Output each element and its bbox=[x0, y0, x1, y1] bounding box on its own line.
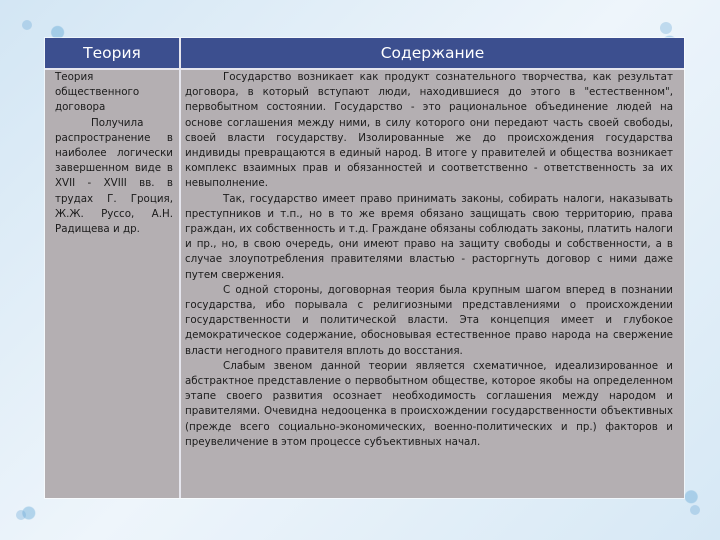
decor-dot bbox=[660, 22, 672, 34]
content-paragraph: Государство возникает как продукт сознательного творчества, как результат договора, в который вступают люди, находившиеся до этого в "естественном", первобытном состоянии. Государство - это рациональное объединение людей на основе соглашения между ними, в силу которого они передают часть своей свободы, своей власти государству. Изолированные же до происхождения государства индивиды превращаются в единый народ. В итоге у правителей и общества возникает комплекс взаимных прав и обязанностей и соответственно - ответственность за их невыполнение. bbox=[185, 71, 673, 190]
theory-table bbox=[45, 38, 684, 498]
content-paragraph: Слабым звеном данной теории является схематичное, идеализированное и абстрактное представление о первобытном обществе, которое якобы на определенном этапе своего развития осознает необходимость соглашения между народом и правителями. Очевидна недооценка в происхождении государственности объективных (прежде всего социально-экономических, военно-политических и пр.) факторов и преувеличение в этом процессе субъективных начал. bbox=[185, 359, 673, 448]
content-paragraph: Так, государство имеет право принимать законы, собирать налоги, наказывать преступников и т.п., но в то же время обязано защищать свою территорию, права граждан, их собственность и т.д. Граждане обязаны соблюдать законы, платить налоги и пр., но, в свою очередь, они имеют право на защиту свободы и собственности, а в случае злоупотребления правителями властью - расторгнуть договор с ними даже путем свержения. bbox=[185, 192, 673, 281]
theory-name: Теория общественного договора bbox=[55, 71, 140, 114]
header-theory: Теория bbox=[45, 38, 181, 68]
header-content: Содержание bbox=[380, 44, 485, 62]
theory-note: Получила распространение в наиболее логически завершенном виде в XVII - XVIII вв. в трудах Г. Гроция, Ж.Ж. Руссо, А.Н. Радищева и др. bbox=[55, 116, 173, 236]
decor-dot bbox=[22, 20, 32, 30]
column-divider bbox=[179, 70, 181, 498]
decor-dot bbox=[690, 505, 700, 515]
content-paragraph: С одной стороны, договорная теория была крупным шагом вперед в познании государства, ибо порывала с религиозными представлениями о происхождении государственности и политической власти. Эта концепция имеет и глубокое демократическое содержание, обосновывая естественное право народа на свержение власти негодного правителя вплоть до восстания. bbox=[185, 283, 673, 357]
content-cell bbox=[185, 70, 673, 450]
decor-dot bbox=[16, 510, 26, 520]
theory-cell bbox=[55, 70, 173, 237]
table-header-row bbox=[45, 38, 684, 70]
